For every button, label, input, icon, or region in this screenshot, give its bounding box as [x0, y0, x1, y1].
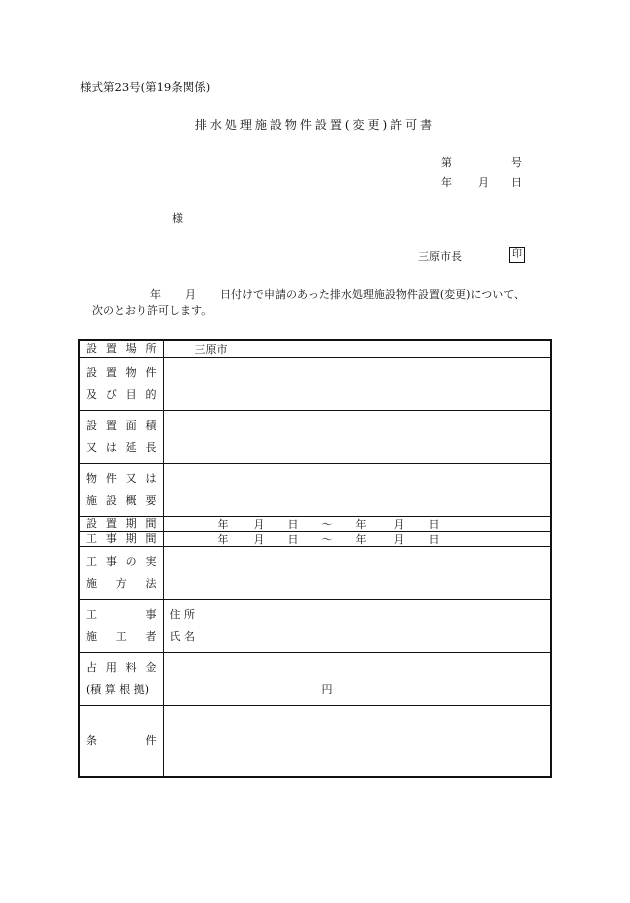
value-conditions[interactable] [163, 706, 551, 777]
value-install-period[interactable]: 年 月 日 〜 年 月 日 [163, 517, 551, 532]
body-text-line2: 次のとおり許可します。 [92, 304, 213, 317]
document-title: 排水処理施設物件設置(変更)許可書 [194, 118, 436, 132]
issue-date-month: 月 [478, 176, 489, 189]
row-item-summary [79, 464, 551, 517]
permit-number-suffix: 号 [511, 156, 522, 169]
label-item-purpose: 設 置 物 件 及 び 目 的 [79, 358, 163, 411]
label-conditions: 条 件 [79, 706, 163, 777]
row-work-method [79, 547, 551, 600]
label-area-length: 設 置 面 積 又 は 延 長 [79, 411, 163, 464]
fee-unit: 円 [321, 683, 333, 696]
permit-table [78, 339, 552, 778]
body-sentence: 日付けで申請のあった排水処理施設物件設置(変更)について、 [220, 288, 526, 301]
permit-number-prefix: 第 [441, 156, 452, 169]
value-item-purpose[interactable] [163, 358, 551, 411]
body-year: 年 [150, 288, 161, 301]
label-fee: 占 用 料 金 (積 算 根 拠) [79, 653, 163, 706]
form-number: 様式第23号(第19条関係) [80, 80, 211, 94]
value-contractor[interactable] [163, 600, 551, 653]
row-conditions [79, 706, 551, 777]
label-install-period: 設 置 期 間 [79, 517, 163, 532]
label-work-period: 工 事 期 間 [79, 532, 163, 547]
issue-date-day: 日 [511, 176, 522, 189]
seal-mark: 印 [509, 247, 525, 263]
row-location [79, 340, 551, 358]
value-work-method[interactable] [163, 547, 551, 600]
value-area-length[interactable] [163, 411, 551, 464]
value-location[interactable]: 三原市 [163, 340, 551, 358]
row-fee [79, 653, 551, 706]
value-work-period[interactable]: 年 月 日 〜 年 月 日 [163, 532, 551, 547]
label-item-summary: 物 件 又 は 施 設 概 要 [79, 464, 163, 517]
body-month: 月 [185, 288, 196, 301]
value-item-summary[interactable] [163, 464, 551, 517]
issuer-title: 三原市長 [418, 250, 462, 263]
row-area-length [79, 411, 551, 464]
label-contractor: 工 事 施 工 者 [79, 600, 163, 653]
label-location: 設 置 場 所 [79, 340, 163, 358]
contractor-name[interactable]: 氏 名 [169, 630, 195, 643]
issue-date-year: 年 [441, 176, 452, 189]
value-fee[interactable] [163, 653, 551, 706]
contractor-address[interactable]: 住 所 [169, 608, 195, 621]
row-item-purpose [79, 358, 551, 411]
row-contractor [79, 600, 551, 653]
row-install-period [79, 517, 551, 532]
addressee-honorific: 様 [172, 212, 183, 225]
row-work-period [79, 532, 551, 547]
label-work-method: 工 事 の 実 施 方 法 [79, 547, 163, 600]
